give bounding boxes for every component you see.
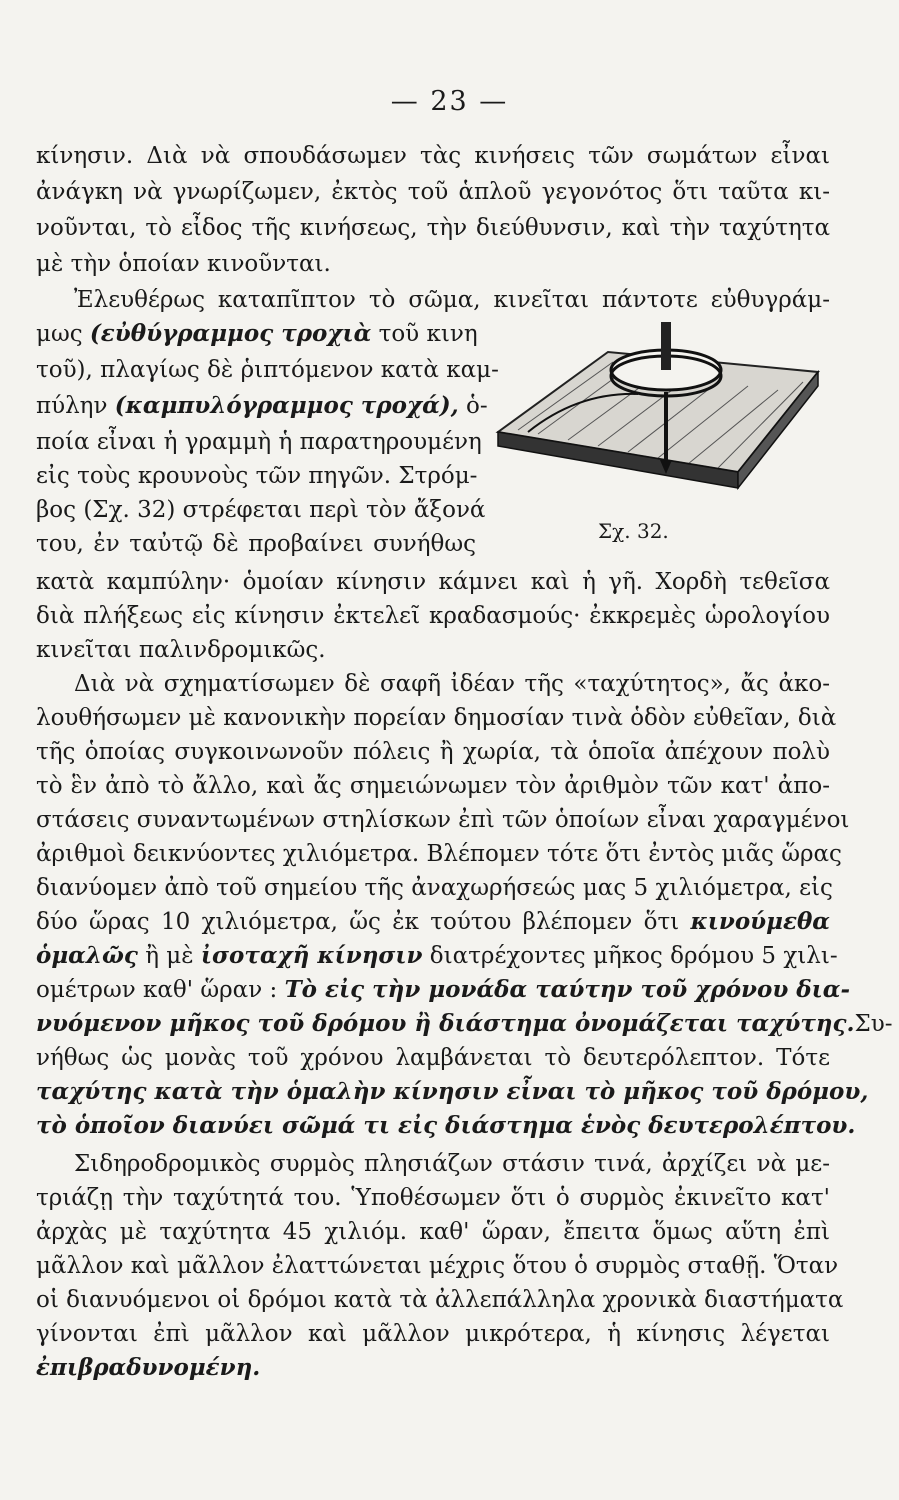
text-line: νυόμενον μῆκος τοῦ δρόμου ἢ διάστημα ὀνομάζεται ταχύτης.Συ-: [36, 1010, 893, 1037]
text-line: τριάζῃ τὴν ταχύτητά του. Ὑποθέσωμεν ὅτι ὁ συρμὸς ἐκινεῖτο κατ': [36, 1185, 830, 1211]
figure-caption: Σχ. 32.: [598, 519, 669, 543]
text-line: ἐπιβραδυνομένη.: [36, 1354, 261, 1381]
text-line: Σιδηροδρομικὸς συρμὸς πλησιάζων στάσιν τινά, ἀρχίζει νὰ με-: [74, 1151, 830, 1177]
text-line: νήθως ὡς μονὰς τοῦ χρόνου λαμβάνεται τὸ δευτερόλεπτον. Τότε: [36, 1045, 830, 1071]
text-line: ταχύτης κατὰ τὴν ὁμαλὴν κίνησιν εἶναι τὸ μῆκος τοῦ δρόμου,: [36, 1078, 869, 1105]
text-line: οἱ διανυόμενοι οἱ δρόμοι κατὰ τὰ ἀλλεπάλληλα χρονικὰ διαστήματα: [36, 1287, 844, 1313]
text-line: νοῦνται, τὸ εἶδος τῆς κινήσεως, τὴν διεύθυνσιν, καὶ τὴν ταχύτητα: [36, 215, 830, 241]
spinning-top-figure: [488, 312, 828, 512]
text-line: κατὰ καμπύλην· ὁμοίαν κίνησιν κάμνει καὶ ἡ γῆ. Χορδὴ τεθεῖσα: [36, 569, 830, 595]
text-line: πύλην (καμπυλόγραμμος τροχά), ὁ-: [36, 392, 488, 419]
text-line: τὸ ὁποῖον διανύει σῶμά τι εἰς διάστημα ἑνὸς δευτερολέπτου.: [36, 1112, 856, 1139]
text-line: μως (εὐθύγραμμος τροχιὰ τοῦ κινη: [36, 320, 478, 347]
text-line: ἀνάγκη νὰ γνωρίζωμεν, ἐκτὸς τοῦ ἁπλοῦ γεγονότος ὅτι ταῦτα κι-: [36, 179, 830, 205]
text-line: τὸ ἓν ἀπὸ τὸ ἄλλο, καὶ ἄς σημειώνωμεν τὸν ἀριθμὸν τῶν κατ' ἀπο-: [36, 773, 830, 799]
text-line: ἀριθμοὶ δεικνύοντες χιλιόμετρα. Βλέπομεν τότε ὅτι ἐντὸς μιᾶς ὥρας: [36, 841, 842, 867]
page-number: — 23 —: [390, 86, 509, 117]
text-line: Ἐλευθέρως καταπῖπτον τὸ σῶμα, κινεῖται πάντοτε εὐθυγράμ-: [74, 287, 830, 313]
text-line: διὰ πλήξεως εἰς κίνησιν ἐκτελεῖ κραδασμούς· ἐκκρεμὲς ὡρολογίου: [36, 603, 830, 629]
text-line: τοῦ), πλαγίως δὲ ῥιπτόμενον κατὰ καμ-: [36, 357, 499, 383]
text-line: στάσεις συναντωμένων στηλίσκων ἐπὶ τῶν ὁποίων εἶναι χαραγμένοι: [36, 807, 850, 833]
text-line: ποία εἶναι ἡ γραμμὴ ἡ παρατηρουμένη: [36, 429, 482, 455]
text-line: διανύομεν ἀπὸ τοῦ σημείου τῆς ἀναχωρήσεώς μας 5 χιλιόμετρα, εἰς: [36, 875, 833, 901]
text-line: του, ἐν ταὐτῷ δὲ προβαίνει συνήθως: [36, 531, 476, 557]
text-line: βος (Σχ. 32) στρέφεται περὶ τὸν ἄξονά: [36, 497, 486, 523]
text-line: λουθήσωμεν μὲ κανονικὴν πορείαν δημοσίαν τινὰ ὁδὸν εὐθεῖαν, διὰ: [36, 705, 837, 731]
text-line: ἀρχὰς μὲ ταχύτητα 45 χιλιόμ. καθ' ὥραν, ἔπειτα ὅμως αὕτη ἐπὶ: [36, 1219, 830, 1245]
text-line: μᾶλλον καὶ μᾶλλον ἐλαττώνεται μέχρις ὅτου ὁ συρμὸς σταθῇ. Ὅταν: [36, 1253, 839, 1279]
text-line: μὲ τὴν ὁποίαν κινοῦνται.: [36, 251, 331, 277]
text-line: κίνησιν. Διὰ νὰ σπουδάσωμεν τὰς κινήσεις τῶν σωμάτων εἶναι: [36, 143, 830, 169]
text-line: ὁμαλῶς ἢ μὲ ἰσοταχῆ κίνησιν διατρέχοντες μῆκος δρόμου 5 χιλι-: [36, 942, 838, 969]
text-line: εἰς τοὺς κρουνοὺς τῶν πηγῶν. Στρόμ-: [36, 463, 478, 489]
text-line: ομέτρων καθ' ὥραν : Τὸ εἰς τὴν μονάδα ταύτην τοῦ χρόνου δια-: [36, 976, 851, 1003]
text-line: Διὰ νὰ σχηματίσωμεν δὲ σαφῆ ἰδέαν τῆς «ταχύτητος», ἄς ἀκο-: [74, 671, 830, 697]
text-line: τῆς ὁποίας συγκοινωνοῦν πόλεις ἢ χωρία, τὰ ὁποῖα ἀπέχουν πολὺ: [36, 739, 830, 765]
text-line: δύο ὥρας 10 χιλιόμετρα, ὥς ἐκ τούτου βλέπομεν ὅτι κινούμεθα: [36, 908, 830, 935]
text-line: γίνονται ἐπὶ μᾶλλον καὶ μᾶλλον μικρότερα, ἡ κίνησις λέγεται: [36, 1321, 830, 1347]
text-line: κινεῖται παλινδρομικῶς.: [36, 637, 326, 663]
